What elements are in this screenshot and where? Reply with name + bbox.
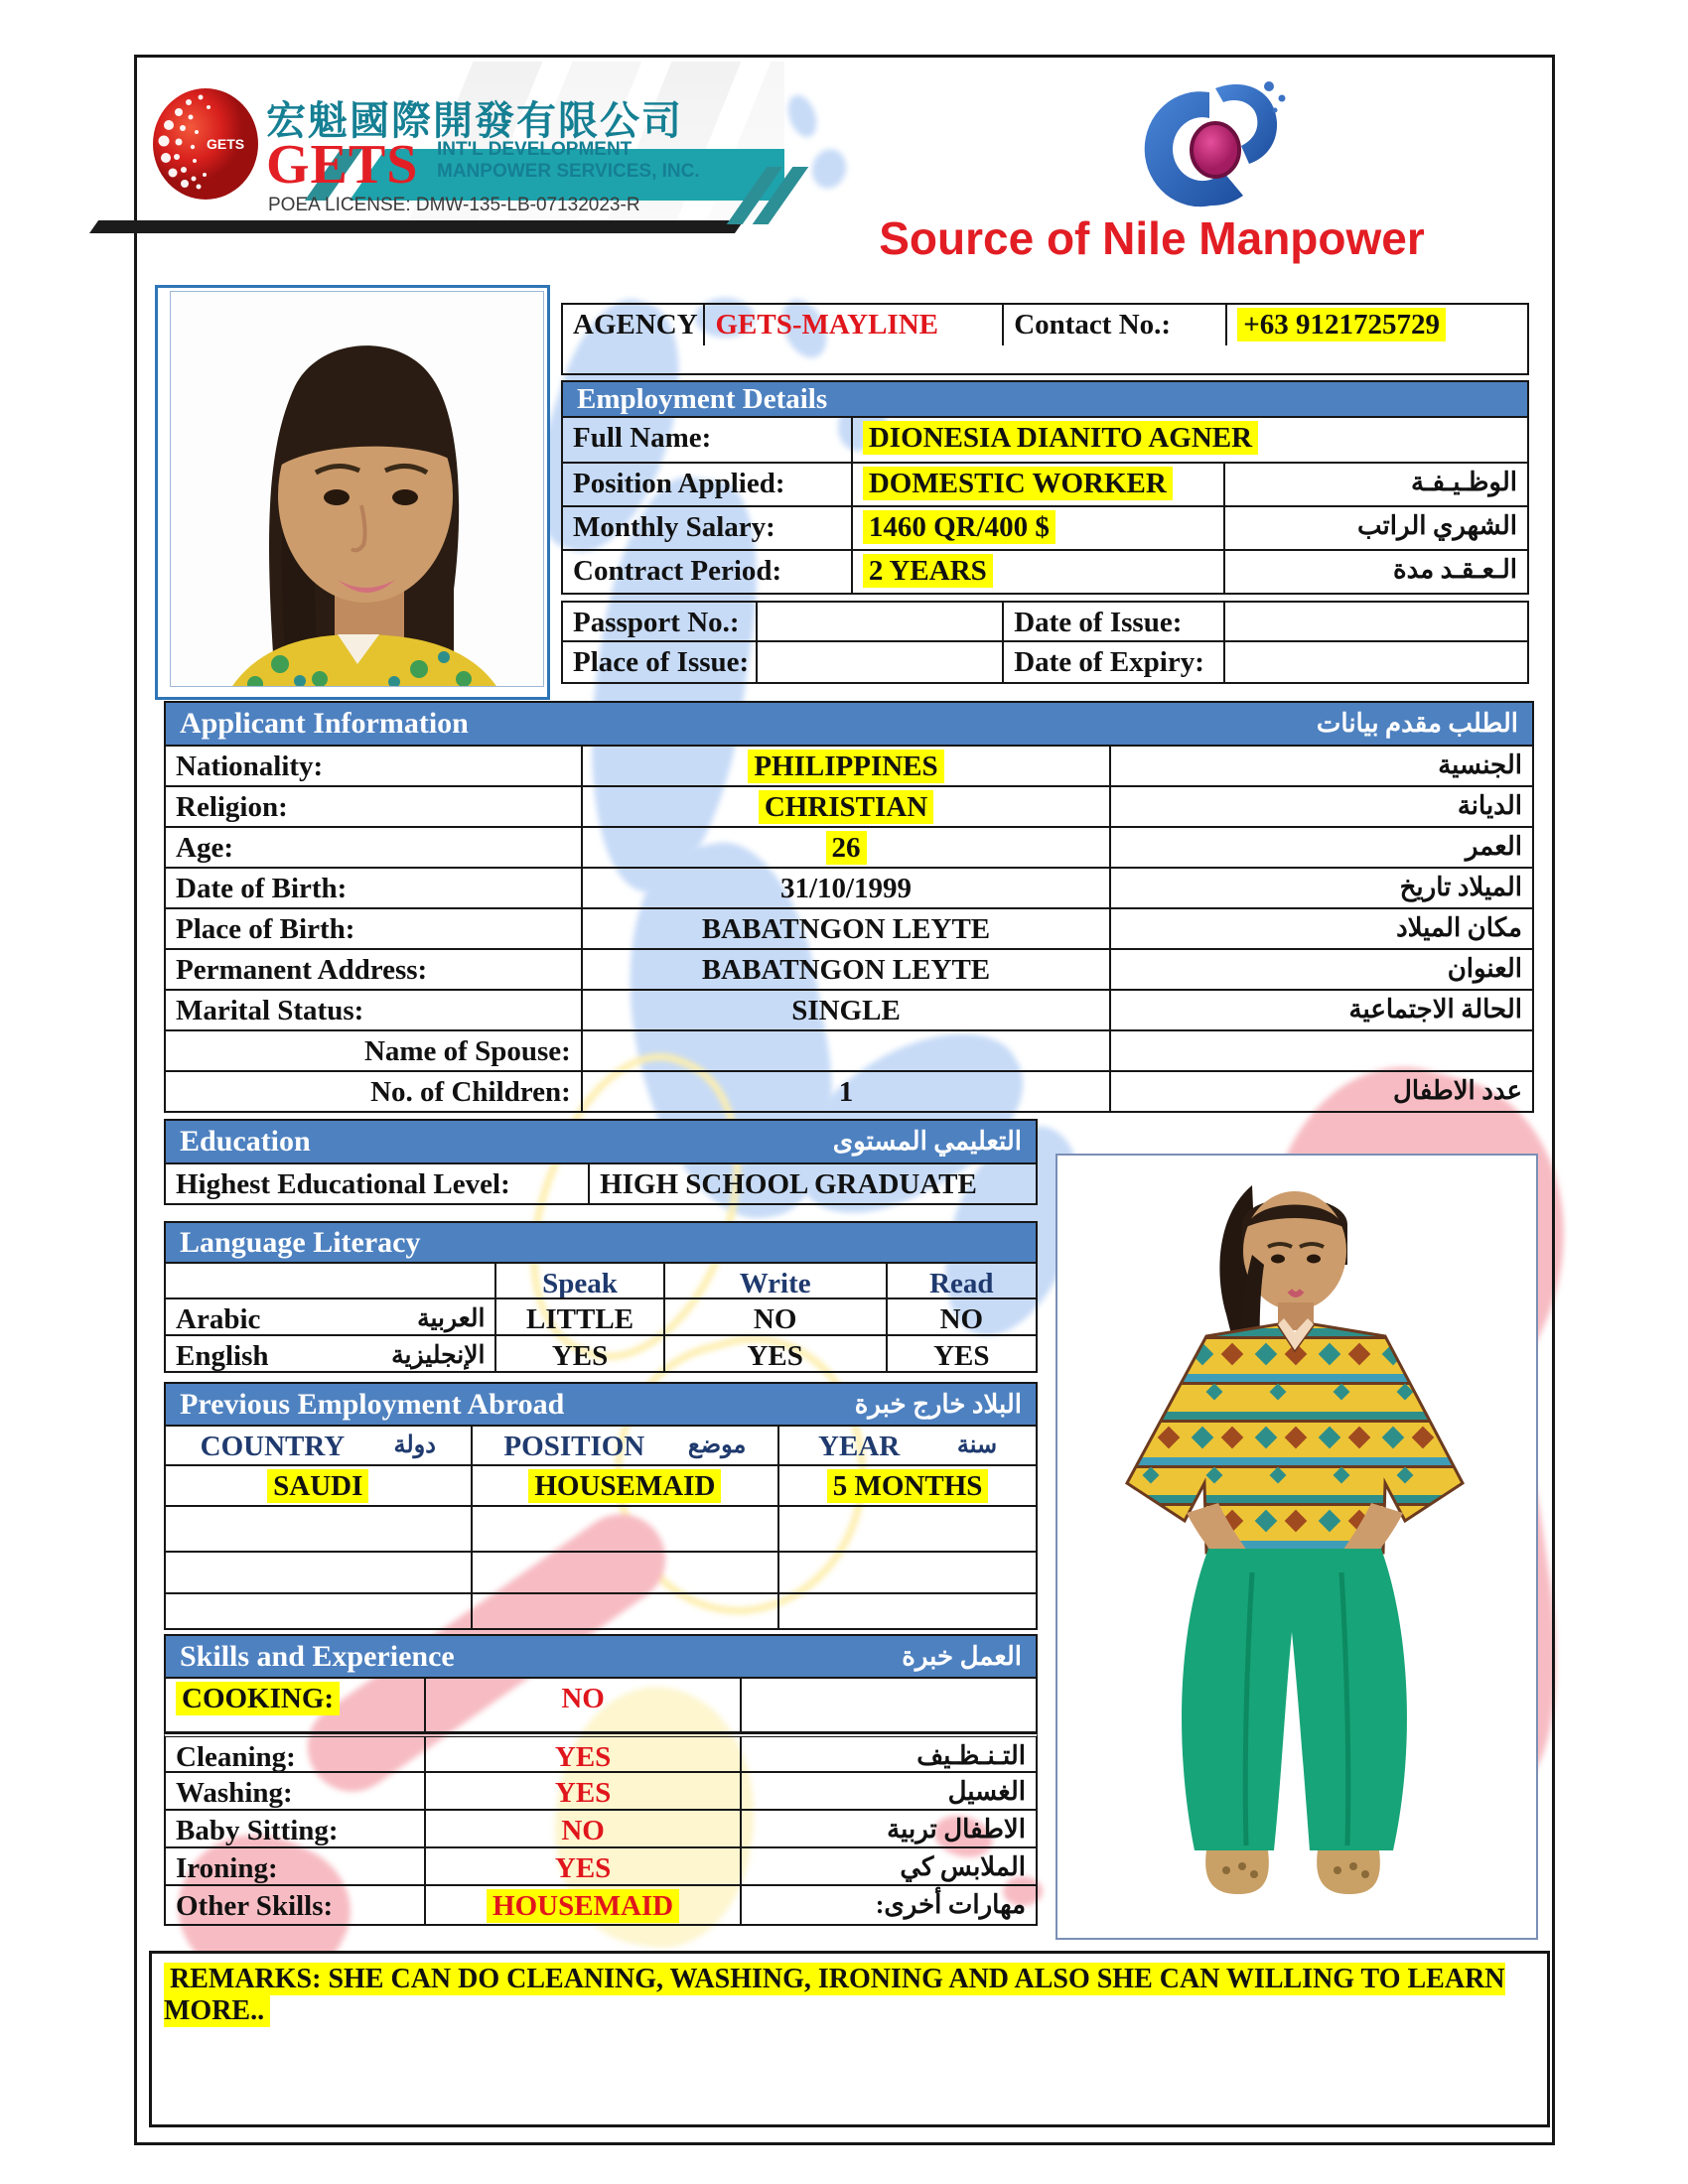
gets-tagline: [437, 139, 700, 183]
salary-arabic: الشهري الراتب: [1356, 511, 1517, 540]
religion-label: Religion:: [166, 787, 583, 826]
age-value: [583, 828, 1111, 867]
language-columns-row: [164, 1264, 1038, 1299]
marital-status-row: [164, 991, 1534, 1031]
language-literacy-header: [164, 1221, 1038, 1264]
english-language-arabic: الإنجليزية: [391, 1342, 486, 1369]
other-skills-value: [426, 1886, 743, 1924]
col-country-cell: [166, 1427, 473, 1464]
religion-arabic: الديانة: [1457, 791, 1522, 820]
prev-empty-cell: [779, 1553, 1036, 1592]
cleaning-label: Cleaning:: [166, 1737, 426, 1771]
cleaning-arabic: التـنـظـيف: [916, 1741, 1026, 1770]
applicant-information-section: [164, 701, 1534, 1113]
agency-label: AGENCY: [563, 305, 705, 345]
portrait-illustration: [171, 292, 543, 687]
prev-year-text: 5 MONTHS: [827, 1469, 989, 1503]
washing-value: YES: [426, 1773, 743, 1809]
gets-globe-logo: [149, 87, 263, 202]
other-skills-text: HOUSEMAID: [487, 1889, 679, 1923]
col-speak: Speak: [496, 1264, 664, 1297]
spouse-value: [583, 1031, 1111, 1070]
address-arabic: العنوان: [1447, 954, 1522, 983]
children-arabic: عدد الاطفال: [1393, 1076, 1522, 1105]
religion-text: CHRISTIAN: [759, 790, 933, 824]
prev-employment-row-1: [164, 1466, 1038, 1507]
gets-logo-text: GETS: [207, 136, 245, 152]
arabic-language-cell: [166, 1299, 496, 1334]
applicant-info-title: Applicant Information: [180, 707, 469, 740]
spouse-arabic: [1111, 1031, 1532, 1070]
prev-empty-cell: [166, 1553, 473, 1592]
prev-empty-cell: [779, 1507, 1036, 1551]
place-of-issue-label: Place of Issue:: [563, 642, 758, 682]
arabic-language-arabic: العربية: [417, 1305, 486, 1332]
washing-label: Washing:: [166, 1773, 426, 1809]
agency-table: [561, 303, 1529, 375]
ironing-arabic: الملابس كي: [900, 1852, 1026, 1881]
agency-contact-label: Contact No.:: [1004, 305, 1227, 345]
pob-label: Place of Birth:: [166, 909, 583, 948]
fullbody-illustration: [1057, 1156, 1532, 1934]
pob-arabic: مكان الميلاد: [1396, 913, 1522, 942]
address-value: BABATNGON LEYTE: [583, 950, 1111, 989]
col-position-cell: [473, 1427, 780, 1464]
full-name-value: [853, 418, 1527, 462]
gets-chinese-name: 宏魁國際開發有限公司: [266, 99, 683, 143]
cooking-row: [164, 1679, 1038, 1733]
full-name-label: Full Name:: [563, 418, 853, 462]
employment-details-section: [561, 380, 1529, 684]
passport-row: [561, 601, 1529, 642]
cleaning-row: [164, 1733, 1038, 1773]
religion-row: [164, 787, 1534, 828]
education-level-row: [164, 1164, 1038, 1205]
english-language-cell: [166, 1336, 496, 1371]
washing-arabic: الغسيل: [947, 1777, 1026, 1806]
col-country-arabic: دولة: [393, 1433, 436, 1458]
remarks-text: [164, 1964, 1547, 2027]
prev-empty-cell: [473, 1553, 780, 1592]
cooking-arabic: [742, 1679, 1036, 1731]
cooking-label-text: COOKING:: [176, 1682, 340, 1715]
employment-details-header: [561, 380, 1529, 418]
banner-underline-bar: [89, 220, 744, 233]
contract-label: Contract Period:: [563, 551, 853, 593]
date-of-expiry-label: Date of Expiry:: [1004, 642, 1225, 682]
nationality-value: [583, 747, 1111, 785]
spouse-label: Name of Spouse:: [166, 1031, 583, 1070]
salary-text: 1460 QR/400 $: [863, 510, 1055, 544]
col-position-arabic: موضع: [687, 1433, 747, 1458]
ironing-row: [164, 1848, 1038, 1886]
position-label: Position Applied:: [563, 464, 853, 505]
baby-sitting-row: [164, 1811, 1038, 1848]
education-title-arabic: التعليمي المستوى: [832, 1127, 1022, 1156]
nile-manpower-logo: [879, 74, 1425, 278]
nationality-arabic: الجنسية: [1438, 751, 1522, 779]
full-name-row: [561, 418, 1529, 464]
applicant-fullbody-photo: [1055, 1154, 1538, 1940]
cooking-value: NO: [426, 1679, 743, 1731]
english-language-row: [164, 1336, 1038, 1373]
prev-empty-cell: [473, 1507, 780, 1551]
education-level-label: Highest Educational Level:: [166, 1164, 590, 1203]
arabic-language-label: Arabic: [176, 1303, 261, 1334]
nationality-text: PHILIPPINES: [748, 750, 943, 783]
other-skills-label: Other Skills:: [166, 1886, 426, 1924]
education-level-value: HIGH SCHOOL GRADUATE: [600, 1168, 977, 1200]
education-header: [164, 1119, 1038, 1164]
gets-agency-banner: [139, 62, 784, 220]
english-speak: YES: [496, 1336, 664, 1371]
skills-title: Skills and Experience: [180, 1639, 455, 1673]
skills-title-arabic: العمل خبرة: [902, 1641, 1022, 1671]
prev-employment-row-4: [164, 1594, 1038, 1630]
passport-value: [758, 603, 1004, 640]
prev-empty-cell: [473, 1594, 780, 1628]
education-section: [164, 1119, 1038, 1205]
previous-employment-header: [164, 1382, 1038, 1427]
prev-empty-cell: [779, 1594, 1036, 1628]
prev-employment-columns-row: [164, 1427, 1038, 1466]
date-of-issue-value: [1225, 603, 1527, 640]
cleaning-value: YES: [426, 1737, 743, 1771]
nationality-row: [164, 747, 1534, 787]
spouse-row: [164, 1031, 1534, 1072]
remarks-content: REMARKS: SHE CAN DO CLEANING, WASHING, IRONING AND ALSO SHE CAN WILLING TO LEARN MORE..: [164, 1964, 1505, 2026]
portrait-photo-inner: [170, 291, 544, 687]
skills-header: [164, 1634, 1038, 1679]
age-label: Age:: [166, 828, 583, 867]
contract-period-row: [561, 551, 1529, 595]
religion-value: [583, 787, 1111, 826]
english-language-label: English: [176, 1340, 269, 1371]
applicant-portrait-photo: [155, 285, 550, 700]
dob-value: 31/10/1999: [583, 869, 1111, 907]
prev-employment-row-3: [164, 1553, 1038, 1594]
applicant-info-header: [164, 701, 1534, 747]
language-literacy-title: Language Literacy: [180, 1225, 421, 1259]
gets-name: GETS: [266, 134, 419, 196]
prev-empty-cell: [166, 1594, 473, 1628]
education-title: Education: [180, 1125, 311, 1158]
col-country: COUNTRY: [200, 1431, 346, 1462]
prev-position-text: HOUSEMAID: [528, 1469, 721, 1503]
nationality-label: Nationality:: [166, 747, 583, 785]
place-of-issue-value: [758, 642, 1004, 682]
age-text: 26: [826, 831, 867, 865]
agency-row: [561, 303, 1529, 375]
position-value: [853, 464, 1225, 505]
baby-sitting-arabic: الاطفال تربية: [887, 1815, 1026, 1843]
dob-label: Date of Birth:: [166, 869, 583, 907]
monthly-salary-row: [561, 507, 1529, 551]
agency-name: GETS-MAYLINE: [705, 305, 1004, 345]
baby-sitting-value: NO: [426, 1811, 743, 1846]
position-arabic: الوظـيـفـة: [1410, 468, 1517, 496]
arabic-language-row: [164, 1299, 1038, 1336]
children-label: No. of Children:: [166, 1072, 583, 1111]
position-text: DOMESTIC WORKER: [863, 467, 1173, 500]
previous-employment-section: [164, 1382, 1038, 1630]
prev-empty-cell: [166, 1507, 473, 1551]
col-year-arabic: سنة: [956, 1433, 998, 1458]
previous-employment-title: Previous Employment Abroad: [180, 1387, 565, 1421]
col-year: YEAR: [818, 1431, 901, 1462]
gets-tagline-1: INT'L DEVELOPMENT: [437, 139, 633, 160]
washing-row: [164, 1773, 1038, 1811]
age-arabic: العمر: [1465, 832, 1522, 861]
prev-country-text: SAUDI: [267, 1469, 368, 1503]
marital-value: SINGLE: [583, 991, 1111, 1029]
english-write: YES: [665, 1336, 888, 1371]
address-label: Permanent Address:: [166, 950, 583, 989]
col-write: Write: [665, 1264, 888, 1297]
nile-title: Source of Nile Manpower: [879, 212, 1425, 264]
previous-employment-title-arabic: البلاد خارج خبرة: [854, 1389, 1022, 1419]
age-row: [164, 828, 1534, 869]
agency-contact-number: +63 9121725729: [1237, 308, 1446, 341]
col-year-cell: [779, 1427, 1036, 1464]
col-read: Read: [929, 1268, 994, 1297]
ironing-label: Ironing:: [166, 1848, 426, 1884]
nile-swirl-icon: [1120, 74, 1299, 218]
children-row: [164, 1072, 1534, 1113]
col-position: POSITION: [503, 1431, 645, 1462]
arabic-speak: LITTLE: [496, 1299, 664, 1334]
poea-license: POEA LICENSE: DMW-135-LB-07132023-R: [268, 195, 640, 215]
prev-employment-row-2: [164, 1507, 1038, 1553]
baby-sitting-label: Baby Sitting:: [166, 1811, 426, 1846]
contract-value: [853, 551, 1225, 593]
gets-tagline-2: MANPOWER SERVICES, INC.: [437, 161, 700, 182]
remarks-box: [149, 1951, 1550, 2127]
ironing-value: YES: [426, 1848, 743, 1884]
salary-label: Monthly Salary:: [563, 507, 853, 549]
contract-arabic: الـعـقـد مدة: [1392, 555, 1517, 584]
other-skills-row: [164, 1886, 1038, 1926]
cooking-label: [166, 1679, 426, 1731]
marital-arabic: الحالة الاجتماعية: [1348, 995, 1522, 1024]
prev-year: [779, 1466, 1036, 1505]
full-name-text: DIONESIA DIANITO AGNER: [863, 421, 1258, 455]
prev-position: [473, 1466, 780, 1505]
language-blank-cell: [166, 1264, 496, 1297]
position-applied-row: [561, 464, 1529, 507]
dob-arabic: الميلاد تاريخ: [1399, 873, 1522, 901]
marital-label: Marital Status:: [166, 991, 583, 1029]
contract-text: 2 YEARS: [863, 554, 993, 588]
prev-country: [166, 1466, 473, 1505]
language-literacy-section: [164, 1221, 1038, 1373]
arabic-write: NO: [665, 1299, 888, 1334]
passport-label: Passport No.:: [563, 603, 758, 640]
english-read: YES: [933, 1340, 990, 1371]
employment-details-title: Employment Details: [577, 382, 828, 415]
date-of-issue-label: Date of Issue:: [1004, 603, 1225, 640]
skills-section: [164, 1634, 1038, 1926]
permanent-address-row: [164, 950, 1534, 991]
date-of-birth-row: [164, 869, 1534, 909]
children-value: 1: [583, 1072, 1111, 1111]
date-of-expiry-value: [1225, 642, 1527, 682]
arabic-read: NO: [939, 1303, 984, 1334]
place-of-issue-row: [561, 642, 1529, 684]
pob-value: BABATNGON LEYTE: [583, 909, 1111, 948]
agency-contact-value: [1227, 305, 1527, 345]
applicant-info-title-arabic: الطلب مقدم بيانات: [1316, 709, 1518, 738]
other-skills-arabic: مهارات أخرى:: [875, 1890, 1026, 1919]
place-of-birth-row: [164, 909, 1534, 950]
salary-value: [853, 507, 1225, 549]
